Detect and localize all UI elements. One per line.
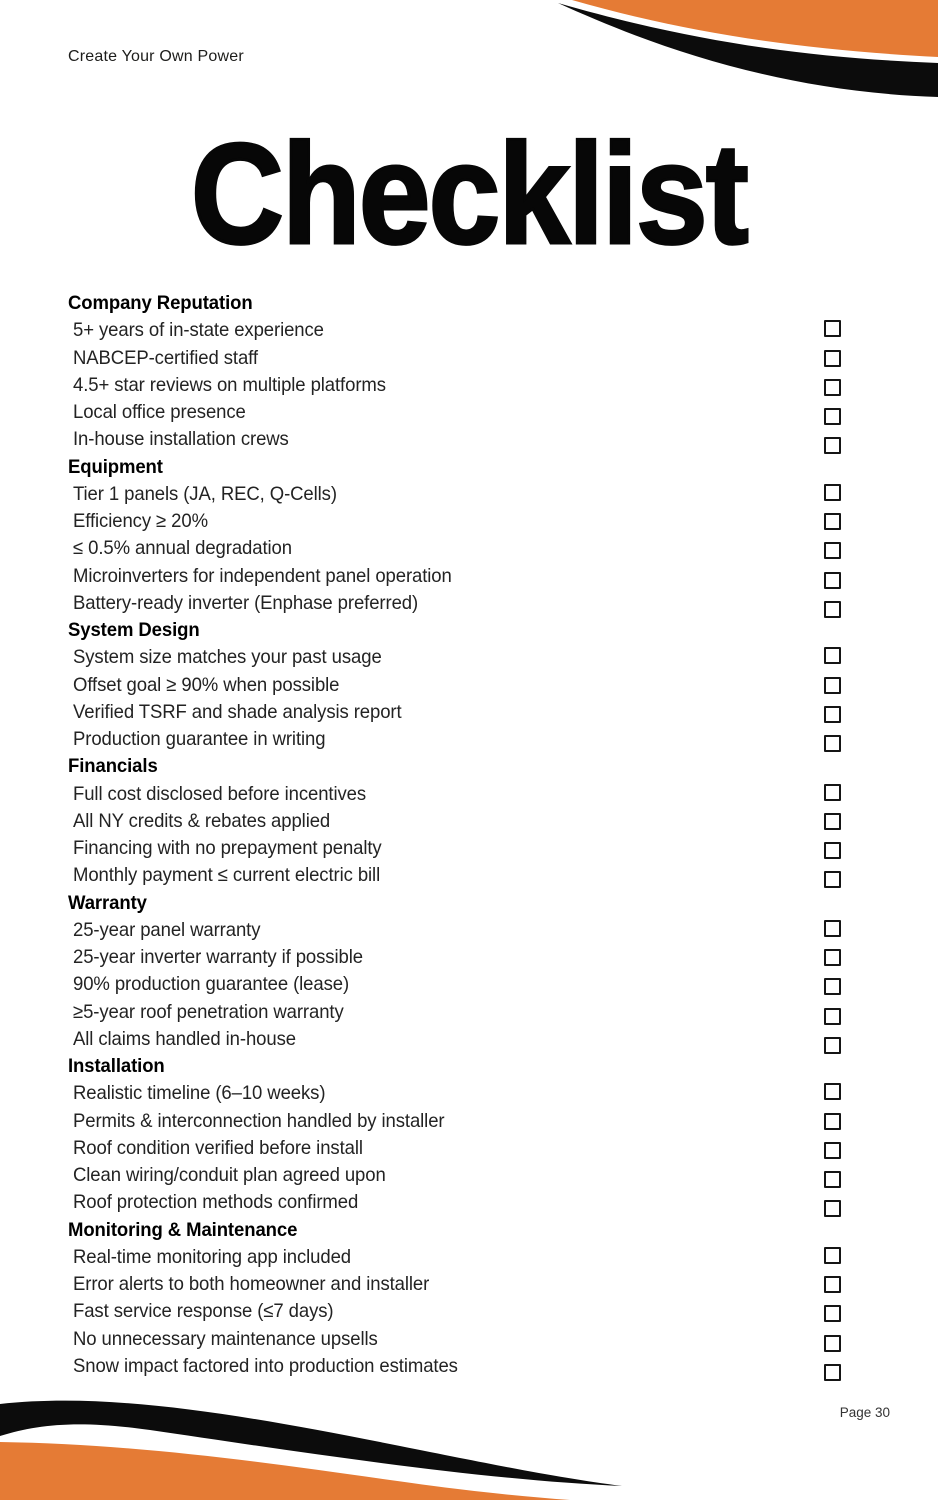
- checklist-row: [0, 1298, 938, 1325]
- checklist-row: [0, 1135, 938, 1162]
- checklist-item-label: Realistic timeline (6–10 weeks): [73, 1082, 326, 1105]
- checklist-item-label: 5+ years of in-state experience: [73, 319, 324, 342]
- checklist-row: [0, 644, 938, 671]
- checkbox[interactable]: [824, 1200, 841, 1217]
- checklist-row: [0, 317, 938, 344]
- checklist-item-label: Verified TSRF and shade analysis report: [73, 700, 402, 723]
- checklist-item-label: Microinverters for independent panel operation: [73, 564, 452, 587]
- checklist-item-label: Tier 1 panels (JA, REC, Q-Cells): [73, 482, 337, 505]
- section-heading-text: Equipment: [68, 455, 163, 478]
- checklist-row: [0, 808, 938, 835]
- checkbox[interactable]: [824, 735, 841, 752]
- checklist-row: [0, 399, 938, 426]
- checklist-row: [0, 699, 938, 726]
- section-heading: [0, 753, 938, 780]
- section-heading: [0, 1217, 938, 1244]
- checkbox[interactable]: [824, 647, 841, 664]
- checklist-row: [0, 1353, 938, 1380]
- checklist-item-label: All claims handled in-house: [73, 1027, 296, 1050]
- checklist-row: [0, 1271, 938, 1298]
- checklist-item-label: Error alerts to both homeowner and installer: [73, 1273, 430, 1296]
- checklist-row: [0, 862, 938, 889]
- checkbox[interactable]: [824, 1008, 841, 1025]
- checkbox[interactable]: [824, 871, 841, 888]
- section-heading: [0, 617, 938, 644]
- checkbox[interactable]: [824, 1247, 841, 1264]
- checklist-row: [0, 508, 938, 535]
- checklist-row: [0, 426, 938, 453]
- checklist-item-label: Monthly payment ≤ current electric bill: [73, 864, 381, 887]
- checklist-item-label: Real-time monitoring app included: [73, 1245, 351, 1268]
- checkbox[interactable]: [824, 1171, 841, 1188]
- title-container: [0, 115, 938, 274]
- checklist-item-label: 90% production guarantee (lease): [73, 973, 350, 996]
- checkbox[interactable]: [824, 484, 841, 501]
- page-number: Page 30: [839, 1405, 890, 1420]
- checklist-row: [0, 345, 938, 372]
- checkbox[interactable]: [824, 1335, 841, 1352]
- checklist-row: [0, 1326, 938, 1353]
- checklist-item-label: Roof condition verified before install: [73, 1136, 363, 1159]
- checklist-row: [0, 672, 938, 699]
- checklist-item-label: NABCEP-certified staff: [73, 346, 258, 369]
- checkbox[interactable]: [824, 706, 841, 723]
- section-heading-text: Financials: [68, 755, 158, 778]
- checklist-row: [0, 372, 938, 399]
- checklist-item-label: Financing with no prepayment penalty: [73, 837, 382, 860]
- checkbox[interactable]: [824, 949, 841, 966]
- checklist-item-label: 25-year panel warranty: [73, 918, 261, 941]
- checklist-item-label: Offset goal ≥ 90% when possible: [73, 673, 340, 696]
- checklist-row: [0, 781, 938, 808]
- section-heading: [0, 454, 938, 481]
- section-heading-text: Installation: [68, 1055, 165, 1078]
- checkbox[interactable]: [824, 437, 841, 454]
- checklist-item-label: Local office presence: [73, 401, 246, 424]
- checkbox[interactable]: [824, 1305, 841, 1322]
- checklist-item-label: Roof protection methods confirmed: [73, 1191, 359, 1214]
- checklist-row: [0, 1244, 938, 1271]
- checkbox[interactable]: [824, 1276, 841, 1293]
- checkbox[interactable]: [824, 978, 841, 995]
- checkbox[interactable]: [824, 572, 841, 589]
- checkbox[interactable]: [824, 542, 841, 559]
- checkbox[interactable]: [824, 1142, 841, 1159]
- page-title: Checklist: [190, 115, 748, 274]
- checklist-item-label: Full cost disclosed before incentives: [73, 782, 367, 805]
- checkbox[interactable]: [824, 784, 841, 801]
- checklist-row: [0, 1189, 938, 1216]
- checklist-row: [0, 971, 938, 998]
- checklist-item-label: Efficiency ≥ 20%: [73, 510, 208, 533]
- checkbox[interactable]: [824, 1083, 841, 1100]
- checkbox[interactable]: [824, 513, 841, 530]
- checkbox[interactable]: [824, 601, 841, 618]
- checklist-row: [0, 481, 938, 508]
- checklist-row: [0, 999, 938, 1026]
- checklist-item-label: ≥5-year roof penetration warranty: [73, 1000, 344, 1023]
- checklist-item-label: Snow impact factored into production estimates: [73, 1354, 458, 1377]
- checklist-item-label: Permits & interconnection handled by installer: [73, 1109, 445, 1132]
- section-heading: [0, 890, 938, 917]
- checklist-item-label: 25-year inverter warranty if possible: [73, 946, 363, 969]
- checklist-row: [0, 726, 938, 753]
- checkbox[interactable]: [824, 842, 841, 859]
- checkbox[interactable]: [824, 1037, 841, 1054]
- checklist-row: [0, 590, 938, 617]
- checklist-item-label: In-house installation crews: [73, 428, 289, 451]
- checkbox[interactable]: [824, 408, 841, 425]
- brand-label: Create Your Own Power: [68, 48, 244, 65]
- checklist-row: [0, 835, 938, 862]
- checklist-item-label: Battery-ready inverter (Enphase preferred): [73, 591, 419, 614]
- checkbox[interactable]: [824, 350, 841, 367]
- checklist-item-label: ≤ 0.5% annual degradation: [73, 537, 292, 560]
- checklist-item-label: Clean wiring/conduit plan agreed upon: [73, 1164, 386, 1187]
- section-heading-text: System Design: [68, 619, 200, 642]
- checkbox[interactable]: [824, 1364, 841, 1381]
- section-heading-text: Company Reputation: [68, 292, 253, 315]
- checklist-row: [0, 1162, 938, 1189]
- checkbox[interactable]: [824, 920, 841, 937]
- checklist-item-label: All NY credits & rebates applied: [73, 809, 331, 832]
- section-heading: [0, 290, 938, 317]
- checklist-item-label: Fast service response (≤7 days): [73, 1300, 334, 1323]
- checkbox[interactable]: [824, 677, 841, 694]
- checklist-item-label: Production guarantee in writing: [73, 728, 326, 751]
- section-heading: [0, 1053, 938, 1080]
- checklist-item-label: No unnecessary maintenance upsells: [73, 1327, 378, 1350]
- checkbox[interactable]: [824, 320, 841, 337]
- checklist-row: [0, 1080, 938, 1107]
- checkbox[interactable]: [824, 1113, 841, 1130]
- checklist-row: [0, 944, 938, 971]
- checklist-row: [0, 563, 938, 590]
- checklist: [0, 290, 938, 1380]
- section-heading-text: Monitoring & Maintenance: [68, 1218, 298, 1241]
- checklist-item-label: System size matches your past usage: [73, 646, 382, 669]
- checklist-row: [0, 1108, 938, 1135]
- checklist-row: [0, 917, 938, 944]
- checklist-item-label: 4.5+ star reviews on multiple platforms: [73, 373, 386, 396]
- bottom-swoosh-decoration: [0, 1380, 938, 1500]
- checklist-row: [0, 535, 938, 562]
- section-heading-text: Warranty: [68, 891, 147, 914]
- checkbox[interactable]: [824, 813, 841, 830]
- checklist-row: [0, 1026, 938, 1053]
- checkbox[interactable]: [824, 379, 841, 396]
